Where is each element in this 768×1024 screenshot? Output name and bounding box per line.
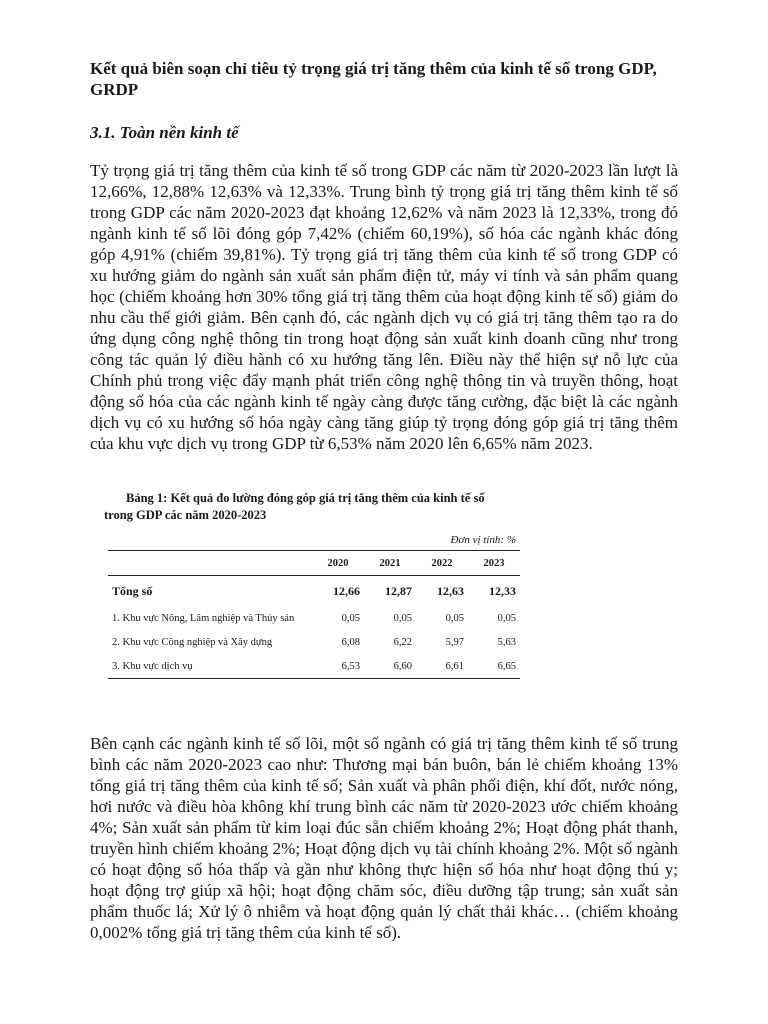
header-year: 2020	[327, 557, 349, 569]
row-label: 2. Khu vực Công nghiệp và Xây dựng	[112, 636, 273, 648]
cell-value: 12,87	[385, 583, 412, 598]
cell-value: 6,60	[393, 660, 412, 672]
cell-value: 6,53	[341, 660, 360, 672]
cell-value: 0,05	[445, 612, 464, 624]
table-row	[108, 630, 520, 654]
cell-value: 12,33	[489, 583, 516, 598]
data-table	[108, 550, 520, 679]
header-year: 2021	[379, 557, 401, 569]
cell-value: 12,63	[437, 583, 464, 598]
cell-value: 0,05	[497, 612, 516, 624]
table-unit: Đơn vị tính: %	[450, 534, 516, 546]
cell-value: 6,61	[445, 660, 464, 672]
table-title	[104, 490, 520, 524]
cell-value: 0,05	[341, 612, 360, 624]
table-row	[108, 606, 520, 630]
header-year: 2022	[431, 557, 453, 569]
row-label: 1. Khu vực Nông, Lâm nghiệp và Thủy sản	[112, 612, 295, 624]
cell-value: 6,65	[497, 660, 516, 672]
cell-value: 12,66	[333, 583, 360, 598]
table-title-line-1: Bảng 1: Kết quả đo lường đóng góp giá trị tăng thêm của kinh tế số	[126, 491, 485, 505]
cell-value: 5,97	[445, 636, 464, 648]
paragraph-2: Bên cạnh các ngành kinh tế số lõi, một số ngành có giá trị tăng thêm kinh tế số trung bình các năm 2020-2023 cao như: Thương mại bán buôn, bán lẻ chiếm khoảng 13% tổng giá trị tăng thêm của kinh tế số; Sản xuất và phân phối điện, khí đốt, nước nóng, hơi nước và điều hòa không khí trung bình các năm từ 2020-2023 ước chiếm khoảng 4%; Sản xuất sản phẩm từ kim loại đúc sẵn chiếm khoảng 2%; Hoạt động phát thanh, truyền hình chiếm khoảng 2%; Hoạt động dịch vụ tài chính khoảng 2%. Một số ngành có hoạt động số hóa thấp và gần như không thực hiện số hóa như hoạt động thú y; hoạt động trợ giúp xã hội; hoạt động chăm sóc, điều dưỡng tập trung; sản xuất sản phẩm thuốc lá; Xử lý ô nhiễm và hoạt động quản lý chất thải khác… (chiếm khoảng 0,002% tổng giá trị tăng thêm của kinh tế số).	[90, 734, 678, 942]
row-label: Tổng số	[112, 583, 153, 598]
header-empty	[108, 551, 312, 576]
section-heading: 3.1. Toàn nền kinh tế	[90, 123, 239, 142]
cell-value: 5,63	[497, 636, 516, 648]
table-row	[108, 654, 520, 679]
cell-value: 6,08	[341, 636, 360, 648]
document-title: Kết quả biên soạn chỉ tiêu tỷ trọng giá trị tăng thêm của kinh tế số trong GDP, GRDP	[90, 59, 657, 99]
paragraph-1: Tỷ trọng giá trị tăng thêm của kinh tế số trong GDP các năm từ 2020-2023 lần lượt là 12,66%, 12,88% 12,63% và 12,33%. Trung bình tỷ trọng giá trị tăng thêm kinh tế số trong GDP các năm 2020-2023 đạt khoảng 12,62% và năm 2023 là 12,33%, trong đó ngành kinh tế số lõi đóng góp 7,42% (chiếm 60,19%), số hóa các ngành khác đóng góp 4,91% (chiếm 39,81%). Tỷ trọng giá trị tăng thêm của kinh tế số trong GDP có xu hướng giảm do ngành sản xuất sản phẩm điện tử, máy vi tính và sản phẩm quang học (chiếm khoảng hơn 30% tổng giá trị tăng thêm của hoạt động kinh tế số) giảm do nhu cầu thế giới giảm. Bên cạnh đó, các ngành dịch vụ có giá trị tăng thêm tạo ra do ứng dụng công nghệ thông tin trong hoạt động sản xuất kinh doanh cũng như trong công tác quản lý điều hành có xu hướng tăng lên. Điều này thể hiện sự nỗ lực của Chính phủ trong việc đẩy mạnh phát triển công nghệ thông tin và truyền thông, hoạt động số hóa của các ngành kinh tế ngày càng được tăng cường, đặc biệt là các ngành dịch vụ có xu hướng số hóa ngày càng tăng giúp tỷ trọng đóng góp giá trị tăng thêm của khu vực dịch vụ trong GDP từ 6,53% năm 2020 lên 6,65% năm 2023.	[90, 161, 678, 453]
table-header-row	[108, 551, 520, 576]
cell-value: 6,22	[393, 636, 412, 648]
data-table-figure	[104, 490, 520, 679]
cell-value: 0,05	[393, 612, 412, 624]
header-year: 2023	[483, 557, 505, 569]
row-label: 3. Khu vực dịch vụ	[112, 660, 193, 672]
table-row-total	[108, 576, 520, 607]
table-title-line-2: trong GDP các năm 2020-2023	[104, 508, 267, 522]
